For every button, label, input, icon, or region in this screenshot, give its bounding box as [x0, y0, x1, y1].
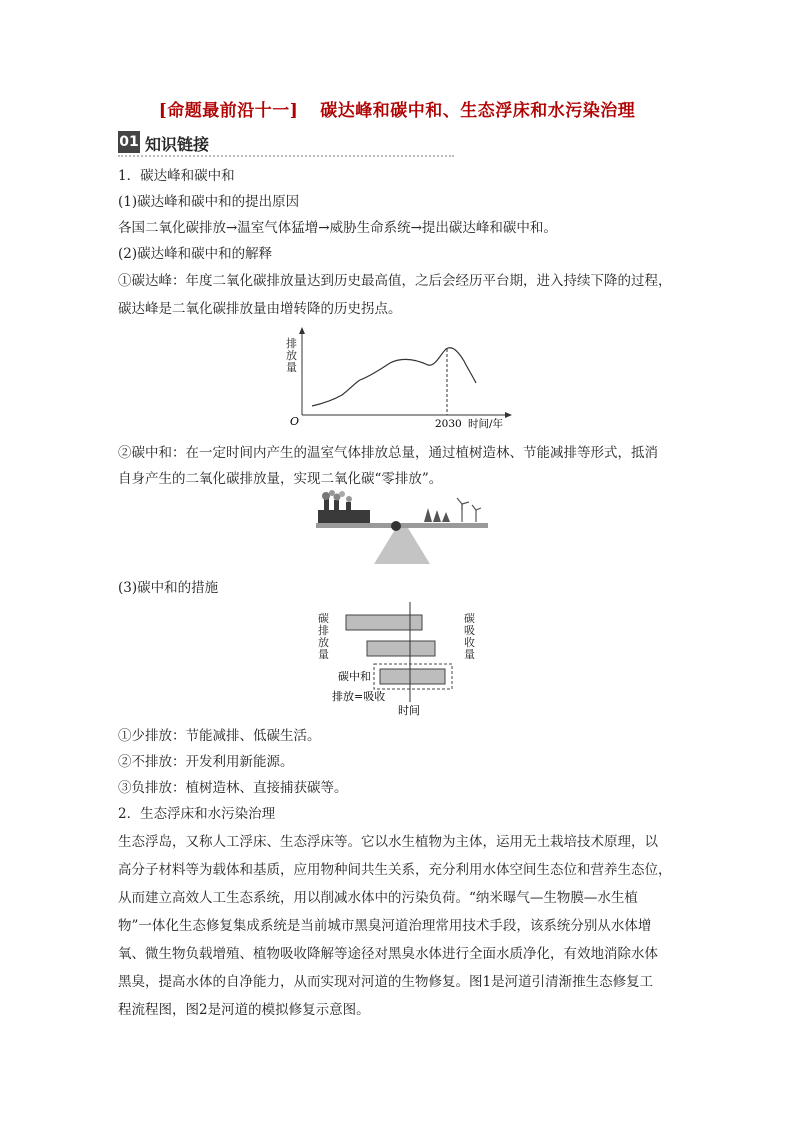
y-axis-label	[286, 336, 297, 374]
scale-pivot	[391, 521, 401, 531]
left-label-char: 碳	[318, 612, 329, 625]
y-label-char: 放	[286, 349, 297, 362]
factory-icon	[318, 490, 370, 523]
y-label-char: 排	[286, 337, 297, 350]
bar-2	[367, 641, 435, 656]
x-axis-label: 时间/年	[468, 418, 504, 430]
emission-curve	[312, 348, 476, 406]
right-label-char: 碳	[464, 612, 475, 625]
paragraph-line-5: 氧、微生物负载增殖、植物吸收降解等途径对黑臭水体进行全面水质净化，有效地消除水体	[118, 946, 658, 962]
peak-text-2: 碳达峰是二氧化碳排放量由增转降的历史拐点。	[118, 301, 402, 317]
title-prefix: [命题最前沿十一]	[158, 101, 299, 121]
tree-icon	[424, 508, 450, 522]
neutral-text-2: 自身产生的二氧化碳排放量，实现二氧化碳“零排放”。	[118, 471, 443, 487]
emission-curve-figure	[280, 325, 515, 437]
bar-1	[346, 615, 422, 630]
wind-turbine-icon	[457, 498, 481, 522]
paragraph-line-3: 从而建立高效人工生态系统，用以削减水体中的污染负荷。“纳米曝气—生物膜—水生植	[118, 890, 638, 906]
paragraph-line-2: 高分子材料等为载体和基质，应用物种间共生关系，充分利用水体空间生态位和营养生态位，	[118, 862, 672, 878]
section-number: 01	[118, 131, 140, 153]
scale-base	[374, 528, 430, 564]
reason-text: 各国二氧化碳排放→温室气体猛增→威胁生命系统→提出碳达峰和碳中和。	[118, 220, 557, 236]
subheading-reason: (1)碳达峰和碳中和的提出原因	[118, 194, 300, 210]
subheading-explain: (2)碳达峰和碳中和的解释	[118, 246, 273, 262]
right-label-char: 收	[464, 636, 475, 649]
paragraph-line-1: 生态浮岛，又称人工浮床、生态浮床等。它以水生植物为主体，运用无土栽培技术原理，以	[118, 834, 658, 850]
y-label-char: 量	[286, 361, 297, 374]
bar-3	[380, 669, 445, 684]
section-title: 知识链接	[145, 135, 210, 154]
measure-1: ①少排放：节能减排、低碳生活。	[118, 728, 321, 744]
right-label-char: 量	[464, 648, 475, 661]
left-label-char: 量	[318, 648, 329, 661]
scale-beam	[316, 523, 488, 528]
heading-1: 1．碳达峰和碳中和	[118, 168, 235, 184]
measure-2: ②不排放：开发利用新能源。	[118, 754, 294, 770]
center-label: 碳中和	[338, 670, 371, 683]
left-label-char: 排	[318, 624, 329, 637]
paragraph-line-7: 程流程图，图2是河道的模拟修复示意图。	[118, 1002, 370, 1018]
left-label	[318, 611, 329, 661]
title-main: 碳达峰和碳中和、生态浮床和水污染治理	[320, 101, 636, 121]
bottom-label: 排放=吸收	[332, 690, 386, 703]
balance-scale-illustration	[312, 490, 492, 568]
right-label	[464, 611, 475, 661]
carbon-neutral-bar-diagram	[312, 600, 484, 718]
peak-text-1: ①碳达峰：年度二氧化碳排放量达到历史最高值，之后会经历平台期，进入持续下降的过程，	[118, 273, 672, 289]
subheading-measures: (3)碳中和的措施	[118, 580, 219, 596]
neutral-text-1: ②碳中和：在一定时间内产生的温室气体排放总量，通过植树造林、节能减排等形式，抵消	[118, 445, 658, 461]
time-label: 时间	[398, 704, 420, 717]
heading-2: 2．生态浮床和水污染治理	[118, 806, 276, 822]
y-axis-arrow	[299, 327, 305, 334]
left-label-char: 放	[318, 636, 329, 649]
measure-3: ③负排放：植树造林、直接捕获碳等。	[118, 780, 348, 796]
origin-label: O	[290, 415, 300, 428]
page-title	[0, 96, 794, 121]
x-axis-arrow	[505, 412, 512, 418]
x-tick-2030: 2030	[435, 418, 462, 430]
paragraph-line-6: 黑臭，提高水体的自净能力，从而实现对河道的生物修复。图1是河道引清渐推生态修复工	[118, 974, 654, 990]
section-header	[118, 131, 454, 157]
paragraph-line-4: 物”一体化生态修复集成系统是当前城市黑臭河道治理常用技术手段，该系统分别从水体增	[118, 918, 652, 934]
right-label-char: 吸	[464, 624, 475, 637]
